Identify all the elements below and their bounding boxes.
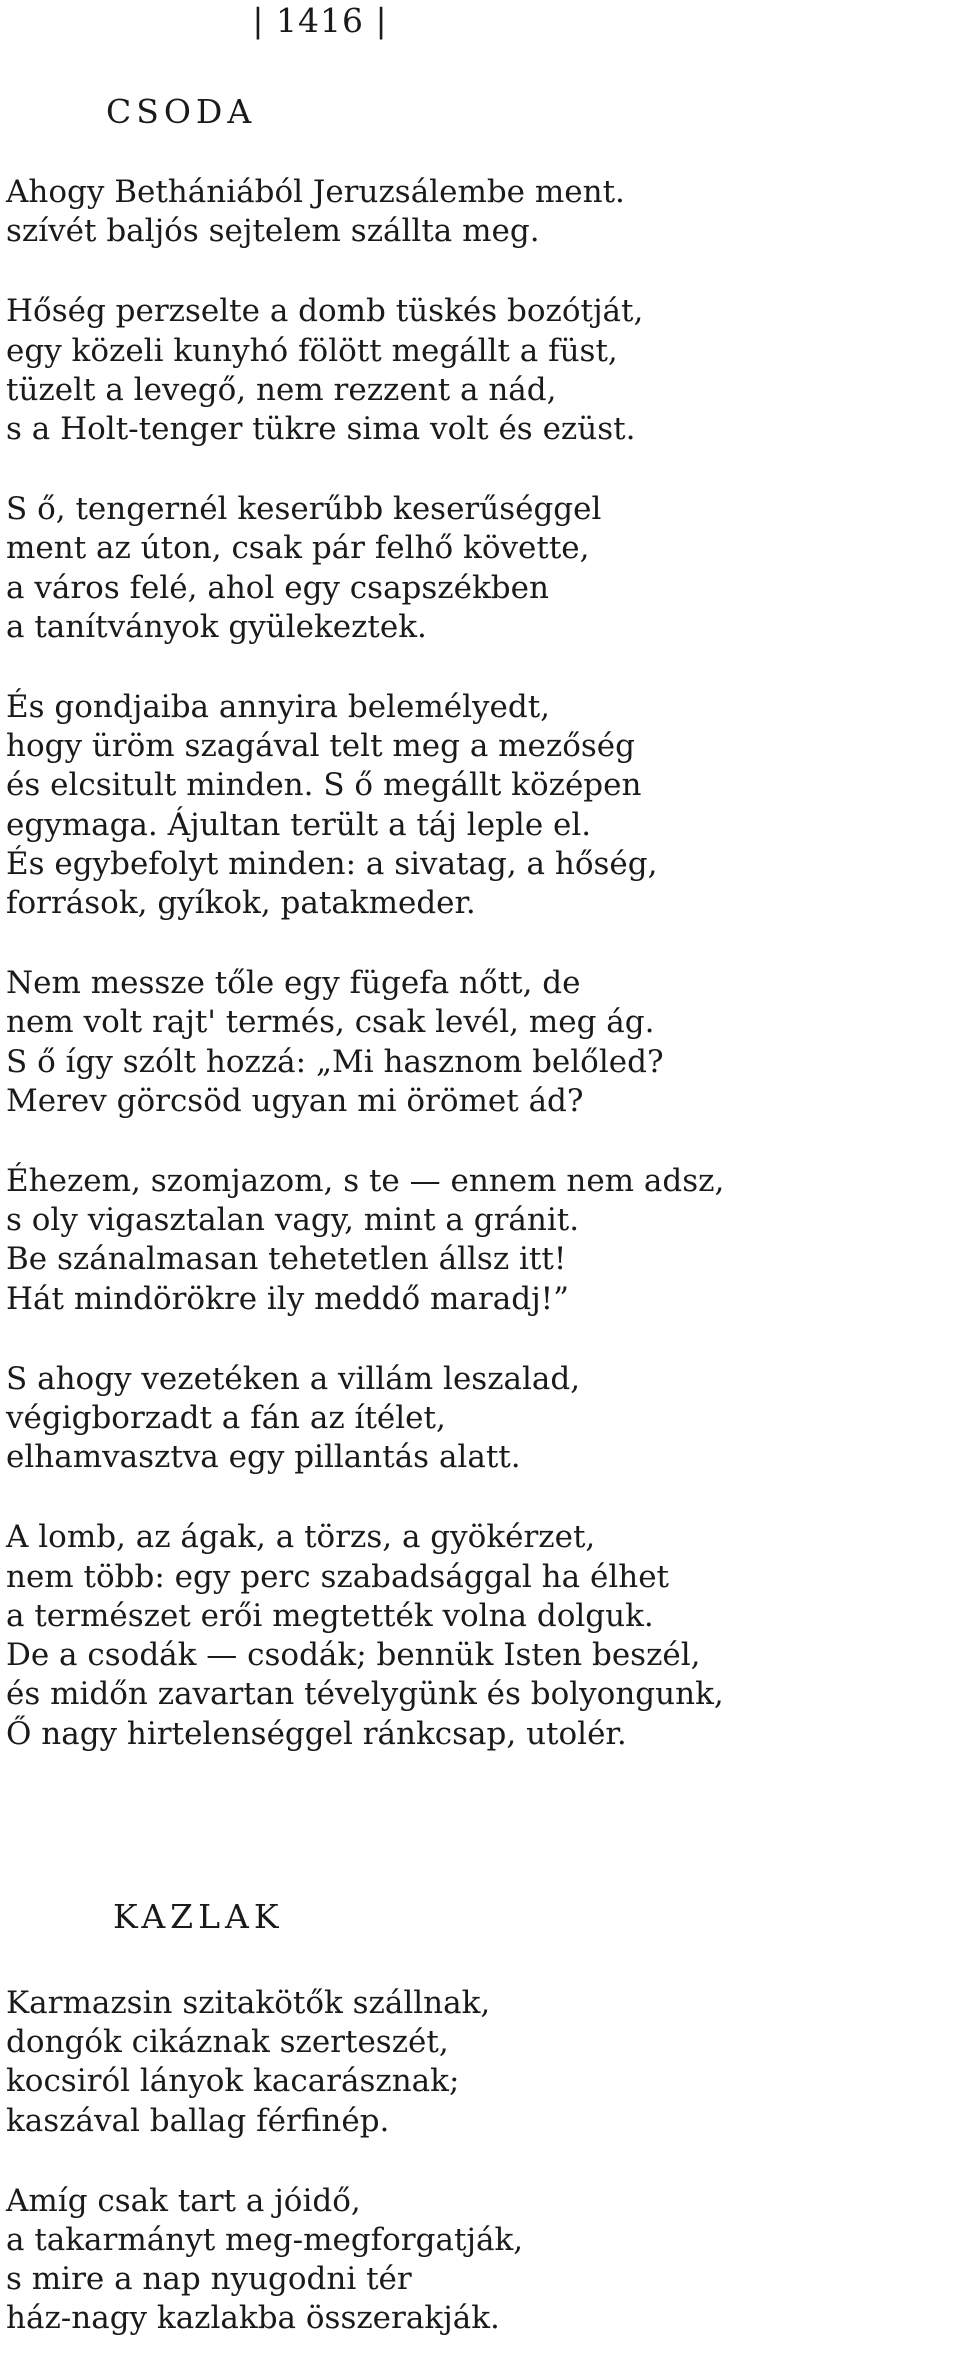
stanza (6, 173, 946, 251)
verse-line: hogy üröm szagával telt meg a mezőség (6, 728, 635, 765)
stanza (6, 1518, 946, 1753)
verse-line: nem volt rajt' termés, csak levél, meg ág. (6, 1004, 655, 1041)
verse-line: S ő, tengernél keserűbb keserűséggel (6, 491, 602, 528)
verse-line: De a csodák — csodák; bennük Isten beszél, (6, 1637, 701, 1674)
verse-line: tüzelt a levegő, nem rezzent a nád, (6, 371, 557, 408)
verse-line: Be szánalmasan tehetetlen állsz itt! (6, 1241, 567, 1278)
verse-line: s a Holt-tenger tükre sima volt és ezüst. (6, 411, 636, 448)
verse-line: források, gyíkok, patakmeder. (6, 885, 476, 922)
verse-line: a természet erői megtették volna dolguk. (6, 1597, 654, 1634)
verse-line: S ő így szólt hozzá: „Mi hasznom belőled? (6, 1043, 664, 1080)
stanza (6, 292, 946, 449)
verse-line: ház-nagy kazlakba összerakják. (6, 2300, 500, 2337)
verse-line: A lomb, az ágak, a törzs, a gyökérzet, (6, 1519, 596, 1556)
verse-line: és elcsitult minden. S ő megállt középen (6, 767, 642, 804)
verse-line: dongók cikáznak szerteszét, (6, 2024, 449, 2061)
verse-line: és midőn zavartan tévelygünk és bolyongunk, (6, 1676, 724, 1713)
stanza (6, 1360, 946, 1478)
verse-line: s mire a nap nyugodni tér (6, 2261, 412, 2298)
verse-line: egymaga. Ájultan terült a táj leple el. (6, 806, 592, 843)
verse-line: a tanítványok gyülekeztek. (6, 608, 427, 645)
stanza (6, 688, 946, 923)
verse-line: És egybefolyt minden: a sivatag, a hőség, (6, 845, 658, 882)
verse-line: s oly vigasztalan vagy, mint a gránit. (6, 1202, 580, 1239)
verse-line: a város felé, ahol egy csapszékben (6, 569, 549, 606)
verse-line: egy közeli kunyhó fölött megállt a füst, (6, 332, 618, 369)
verse-line: Merev görcsöd ugyan mi örömet ád? (6, 1082, 584, 1119)
stanza (6, 1162, 946, 1319)
verse-line: Nem messze tőle egy fügefa nőtt, de (6, 965, 581, 1002)
verse-line: Ahogy Bethániából Jeruzsálembe ment. (6, 174, 625, 210)
stanza (6, 964, 946, 1121)
verse-line: Hőség perzselte a domb tüskés bozótját, (6, 293, 644, 330)
page-number: | 1416 | (252, 1, 388, 40)
verse-line: végigborzadt a fán az ítélet, (6, 1400, 446, 1437)
verse-line: Ő nagy hirtelenséggel ránkcsap, utolér. (6, 1715, 627, 1752)
poem-csoda (6, 173, 946, 1795)
verse-line: Hát mindörökre ily meddő maradj!” (6, 1280, 569, 1317)
stanza (6, 490, 946, 647)
verse-line: elhamvasztva egy pillantás alatt. (6, 1439, 521, 1476)
stanza (6, 2182, 946, 2339)
poem-title-kazlak: KAZLAK (113, 1897, 284, 1936)
verse-line: kaszával ballag férfinép. (6, 2102, 390, 2139)
poem-title-csoda: CSODA (106, 92, 257, 131)
verse-line: kocsiról lányok kacarásznak; (6, 2063, 460, 2100)
verse-line: Éhezem, szomjazom, s te — ennem nem adsz, (6, 1163, 725, 1200)
stanza (6, 1984, 946, 2141)
verse-line: Amíg csak tart a jóidő, (6, 2182, 361, 2219)
verse-line: S ahogy vezetéken a villám leszalad, (6, 1360, 581, 1397)
verse-line: És gondjaiba annyira belemélyedt, (6, 689, 551, 726)
poem-kazlak (6, 1984, 946, 2380)
verse-line: ment az úton, csak pár felhő követte, (6, 530, 590, 567)
verse-line: nem több: egy perc szabadsággal ha élhet (6, 1558, 670, 1595)
verse-line: szívét baljós sejtelem szállta meg. (6, 213, 540, 250)
verse-line: Karmazsin szitakötők szállnak, (6, 1985, 491, 2021)
verse-line: a takarmányt meg-megforgatják, (6, 2222, 524, 2259)
